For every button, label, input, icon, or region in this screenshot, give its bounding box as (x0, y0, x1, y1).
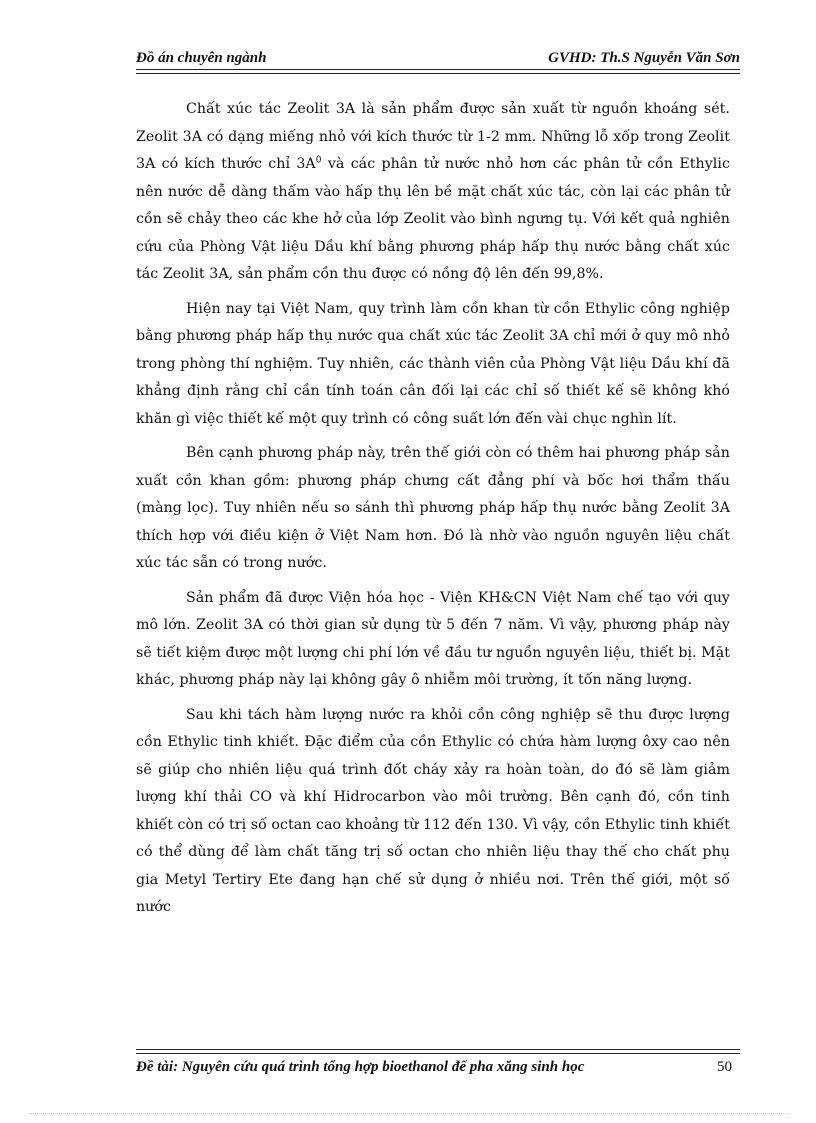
paragraph-production-scale: Sản phẩm đã được Viện hóa học - Viện KH&CN Việt Nam chế tạo với quy mô lớn. Zeolit 3A có thời gian sử dụng từ 5 đến 7 năm. Vì vậy, phương pháp này sẽ tiết kiệm được một lượng chi phí lớn về đầu tư nguồn nguyên liệu, thiết bị. Mặt khác, phương pháp này lại không gây ô nhiễm môi trường, ít tốn năng lượng. (136, 589, 730, 688)
header-rule-thin (136, 73, 740, 74)
page-header (136, 48, 740, 68)
paragraph-vietnam-status: Hiện nay tại Việt Nam, quy trình làm cồn khan từ cồn Ethylic công nghiệp bằng phương pháp hấp thụ nước qua chất xúc tác Zeolit 3A chỉ mới ở quy mô nhỏ trong phòng thí nghiệm. Tuy nhiên, các thành viên của Phòng Vật liệu Dầu khí đã khẳng định rằng chỉ cần tính toán cân đối lại các chỉ số thiết kế sẽ không khó khăn gì việc thiết kế một quy trình có công suất lớn đến vài chục nghìn lít. (136, 300, 730, 427)
paragraph-zeolit-intro-part1: Chất xúc tác Zeolit 3A là sản phẩm được sản xuất từ nguồn khoáng sét. Zeolit 3A có dạng miếng nhỏ với kích thước từ 1-2 mm. Những lỗ xốp trong Zeolit 3A có kích thước chỉ 3A (136, 101, 730, 172)
angstrom-superscript: 0 (315, 155, 322, 166)
paragraph-zeolit-intro-part2: và các phân tử nước nhỏ hơn các phân tử cồn Ethylic nên nước dễ dàng thấm vào hấp thụ lên bề mặt chất xúc tác, còn lại các phân tử cồn sẽ chảy theo các khe hở của lớp Zeolit vào bình ngưng tụ. Với kết quả nghiên cứu của Phòng Vật liệu Dầu khí bằng phương pháp hấp thụ nước bằng chất xúc tác Zeolit 3A, sản phẩm cồn thu được có nồng độ lên đến 99,8%. (136, 156, 730, 282)
header-supervisor: GVHD: Th.S Nguyễn Văn Sơn (548, 50, 740, 66)
paragraph-ethylic-benefits: Sau khi tách hàm lượng nước ra khỏi cồn công nghiệp sẽ thu được lượng cồn Ethylic tinh khiết. Đặc điểm của cồn Ethylic có chứa hàm lượng ôxy cao nên sẽ giúp cho nhiên liệu quá trình đốt cháy xảy ra hoàn toàn, do đó sẽ làm giảm lượng khí thải CO và khí Hidrocarbon vào môi trường. Bên cạnh đó, cồn tinh khiết còn có trị số octan cao khoảng từ 112 đến 130. Vì vậy, cồn Ethylic tinh khiết có thể dùng để làm chất tăng trị số octan cho nhiên liệu thay thế cho chất phụ gia Metyl Tertiry Ete đang hạn chế sử dụng ở nhiều nơi. Trên thế giới, một số nước (136, 706, 730, 915)
page-footer (136, 1057, 740, 1079)
paragraph-zeolit-intro (136, 96, 730, 289)
footer-rule-thin (136, 1049, 740, 1050)
paragraph-other-methods: Bên cạnh phương pháp này, trên thế giới còn có thêm hai phương pháp sản xuất cồn khan gồm: phương pháp chưng cất đẳng phí và bốc hơi thẩm thấu (màng lọc). Tuy nhiên nếu so sánh thì phương pháp hấp thụ nước bằng Zeolit 3A thích hợp với điều kiện ở Việt Nam hơn. Đó là nhờ vào nguồn nguyên liệu chất xúc tác sẵn có trong nước. (136, 445, 730, 571)
footer-topic: Đề tài: Nguyên cứu quá trình tổng hợp bioethanol để pha xăng sinh học (136, 1059, 585, 1075)
header-course-title: Đồ án chuyên ngành (136, 50, 267, 66)
page-number: 50 (717, 1059, 732, 1075)
footer-rule-thick (136, 1053, 740, 1054)
body-text (136, 96, 730, 929)
page-bottom-edge (30, 1113, 790, 1114)
header-rule-thick (136, 69, 740, 70)
